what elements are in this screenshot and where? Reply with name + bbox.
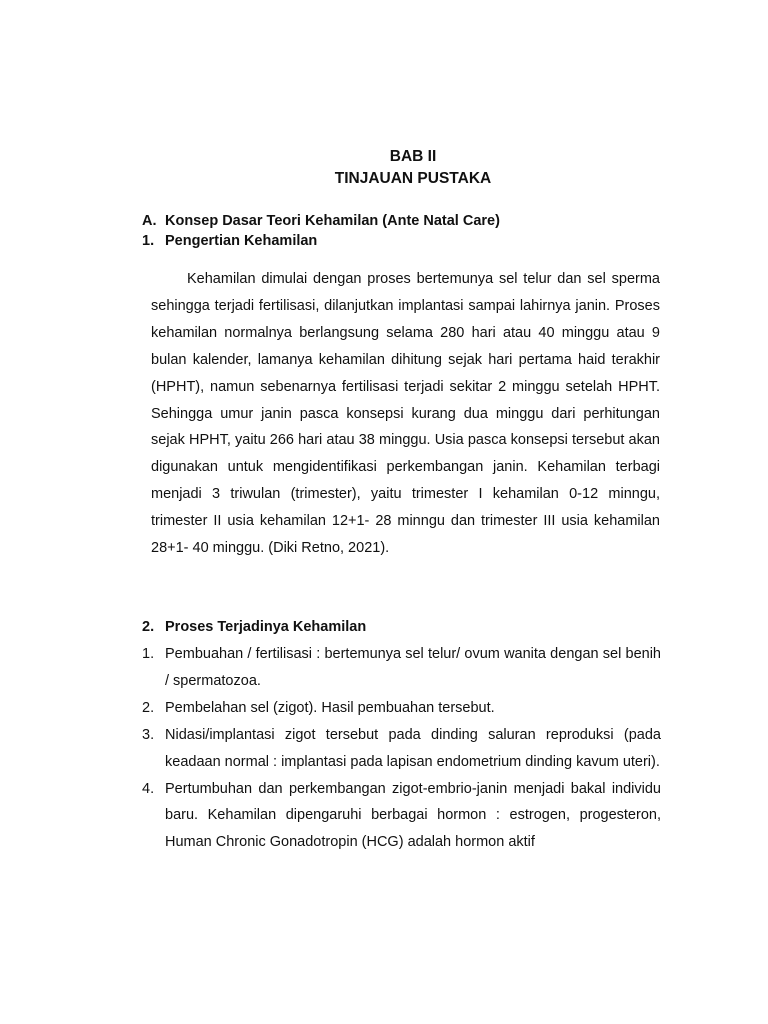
list-item-text: Pertumbuhan dan perkembangan zigot-embrio-janin menjadi bakal individu baru. Kehamilan dipengaruhi berbagai hormon : estrogen, progesteron, Human Chronic Gonadotropin (HCG) adalah hormon aktif	[165, 780, 661, 851]
subsection-1-title: Pengertian Kehamilan	[165, 233, 318, 249]
list-item-text: Pembuahan / fertilisasi : bertemunya sel telur/ ovum wanita dengan sel benih / spermatozoa.	[165, 646, 661, 689]
subsection-2-heading	[142, 619, 366, 635]
list-item-text: Pembelahan sel (zigot). Hasil pembuahan tersebut.	[165, 699, 495, 716]
list-item	[142, 722, 661, 776]
subsection-1-marker: 1.	[142, 233, 155, 249]
section-a-title: Konsep Dasar Teori Kehamilan (Ante Natal Care)	[165, 213, 500, 229]
section-a-marker: A.	[142, 213, 157, 229]
list-item-number: 1.	[142, 646, 155, 662]
chapter-number: BAB II	[389, 148, 437, 165]
list-item	[142, 776, 661, 857]
list-item	[142, 695, 661, 722]
list-item-text: Nidasi/implantasi zigot tersebut pada dinding saluran reproduksi (pada keadaan normal : implantasi pada lapisan endometrium dinding kavum uteri).	[165, 726, 661, 770]
subsection-2-marker: 2.	[142, 619, 155, 635]
list-item-number: 2.	[142, 699, 155, 716]
section-a-heading	[142, 213, 500, 229]
body-paragraph: Kehamilan dimulai dengan proses bertemunya sel telur dan sel sperma sehingga terjadi fertilisasi, dilanjutkan implantasi sampai lahirnya janin. Proses kehamilan normalnya berlangsung selama 280 hari atau 40 minggu atau 9 bulan kalender, lamanya kehamilan dihitung sejak hari pertama haid terakhir (HPHT), namun sebenarnya fertilisasi terjadi sekitar 2 minggu setelah HPHT. Sehingga umur janin pasca konsepsi kurang dua minggu dari perhitungan sejak HPHT, yaitu 266 hari atau 38 minggu. Usia pasca konsepsi tersebut akan digunakan untuk mengidentifikasi perkembangan janin. Kehamilan terbagi menjadi 3 triwulan (trimester), yaitu trimester I kehamilan 0-12 minngu, trimester II usia kehamilan 12+1- 28 minngu dan trimester III usia kehamilan 28+1- 40 minggu. (Diki Retno, 2021).	[151, 271, 660, 557]
subsection-1-heading	[142, 233, 317, 249]
subsection-2-title: Proses Terjadinya Kehamilan	[165, 619, 367, 635]
list-item	[142, 641, 661, 695]
list-item-number: 4.	[142, 780, 155, 797]
list-item-number: 3.	[142, 726, 155, 743]
process-list	[142, 641, 661, 856]
chapter-title: TINJAUAN PUSTAKA	[334, 170, 492, 187]
